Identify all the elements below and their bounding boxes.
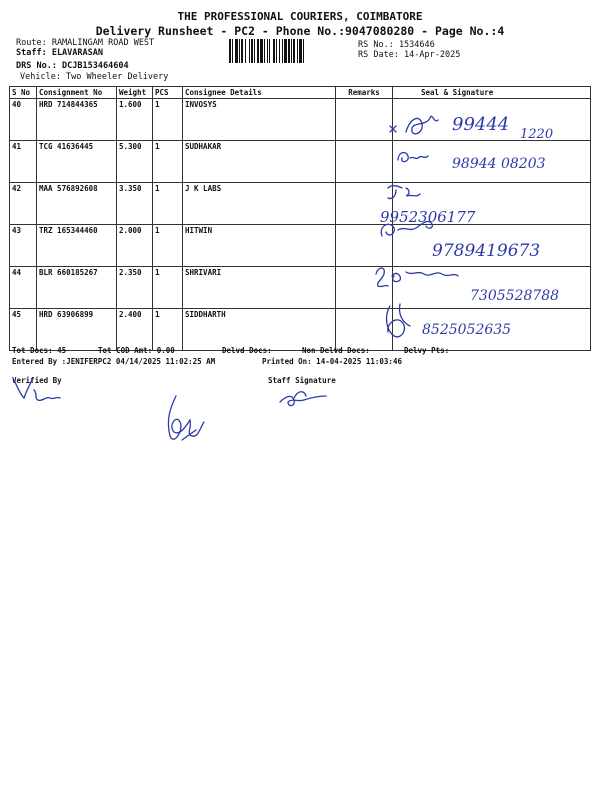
col-sno: S No <box>10 87 37 99</box>
barcode-bar <box>279 39 280 63</box>
cell-consignment: TRZ 165344460 <box>37 225 117 267</box>
barcode-bar <box>235 39 238 63</box>
barcode-bar <box>276 39 277 63</box>
cell-consignee: J K LABS <box>183 183 336 225</box>
signature-scribble <box>376 268 458 287</box>
total-cod-amount: Tot COD Amt: 0.00 <box>98 346 175 355</box>
signature-number: 9952306177 <box>380 208 476 226</box>
cell-sno: 42 <box>10 183 37 225</box>
signature-number: 8525052635 <box>422 322 512 338</box>
signature-ink-overlay <box>370 96 590 346</box>
barcode-bar <box>241 39 243 63</box>
cell-pcs: 1 <box>153 183 183 225</box>
cell-consignment: HRD 714844365 <box>37 99 117 141</box>
barcode-bar <box>251 39 253 63</box>
cell-consignment: TCG 41636445 <box>37 141 117 183</box>
staff-label: Staff: ELAVARASAN <box>16 48 103 58</box>
cell-consignment: HRD 63906899 <box>37 309 117 351</box>
cell-weight: 1.600 <box>117 99 153 141</box>
rs-date: RS Date: 14-Apr-2025 <box>358 50 461 60</box>
signature-number: 7305528788 <box>470 288 560 304</box>
cell-pcs: 1 <box>153 309 183 351</box>
barcode-image <box>228 39 356 63</box>
route-label: Route: RAMALINGAM ROAD WEST <box>16 38 155 48</box>
cell-consignee: HITWIN <box>183 225 336 267</box>
barcode-bar <box>299 39 302 63</box>
cell-consignment: BLR 660185267 <box>37 267 117 309</box>
cell-sno: 40 <box>10 99 37 141</box>
cell-sno: 45 <box>10 309 37 351</box>
cell-consignee: SUDHAKAR <box>183 141 336 183</box>
barcode-bar <box>249 39 250 63</box>
col-signature: Seal & Signature <box>393 87 591 99</box>
cell-consignee: INVOSYS <box>183 99 336 141</box>
barcode-bar <box>288 39 290 63</box>
signature-number: 1220 <box>520 127 554 142</box>
signature-scribble <box>387 304 410 337</box>
verified-signature <box>14 380 60 400</box>
footer-signatures <box>8 374 358 450</box>
cell-sno: 41 <box>10 141 37 183</box>
cell-weight: 2.400 <box>117 309 153 351</box>
cell-pcs: 1 <box>153 141 183 183</box>
delivery-points: Delvy Pts: <box>404 346 450 355</box>
cell-pcs: 1 <box>153 267 183 309</box>
barcode-bar <box>293 39 295 63</box>
barcode-bar <box>303 39 304 63</box>
barcode-bar <box>297 39 298 63</box>
drs-number: DRS No.: DCJB153464604 <box>16 61 129 71</box>
barcode-bar <box>264 39 265 63</box>
barcode-bar <box>232 39 233 63</box>
handwritten-signature <box>168 396 204 440</box>
barcode-bar <box>291 39 292 63</box>
cell-pcs: 1 <box>153 225 183 267</box>
signature-number: 9789419673 <box>432 241 541 261</box>
signature-number: 98944 08203 <box>452 156 546 172</box>
company-name: THE PROFESSIONAL COURIERS, COIMBATORE <box>177 10 423 23</box>
entered-by: Entered By :JENIFERPC2 04/14/2025 11:02:25 AM <box>12 357 216 366</box>
barcode-bar <box>254 39 255 63</box>
barcode-bar <box>284 39 287 63</box>
rs-number: RS No.: 1534646 <box>358 40 435 50</box>
barcode-bar <box>269 39 270 63</box>
barcode-bar <box>273 39 275 63</box>
cell-weight: 5.300 <box>117 141 153 183</box>
verified-by-label: Verified By <box>12 376 62 385</box>
barcode-bar <box>267 39 268 63</box>
cell-pcs: 1 <box>153 99 183 141</box>
barcode-bar <box>245 39 246 63</box>
barcode-bar <box>239 39 240 63</box>
signature-number: 99444 <box>452 114 510 135</box>
staff-signature-label: Staff Signature <box>268 376 336 385</box>
cell-weight: 3.350 <box>117 183 153 225</box>
barcode-bar <box>229 39 231 63</box>
printed-on: Printed On: 14-04-2025 11:03:46 <box>262 357 402 366</box>
col-weight: Weight <box>117 87 153 99</box>
col-consignment: Consignment No <box>37 87 117 99</box>
barcode-bar <box>257 39 259 63</box>
col-remarks: Remarks <box>336 87 393 99</box>
col-consignee: Consignee Details <box>183 87 336 99</box>
signature-scribble <box>406 116 438 134</box>
cell-sno: 43 <box>10 225 37 267</box>
total-docs: Tot Docs: 45 <box>12 346 67 355</box>
cell-weight: 2.350 <box>117 267 153 309</box>
cell-consignment: MAA 576892608 <box>37 183 117 225</box>
signature-scribble <box>390 126 396 132</box>
runsheet-title: Delivery Runsheet - PC2 - Phone No.:9047080280 - Page No.:4 <box>95 24 505 38</box>
cell-sno: 44 <box>10 267 37 309</box>
signature-scribble <box>398 153 428 162</box>
barcode-bar <box>260 39 263 63</box>
cell-consignee: SIDDHARTH <box>183 309 336 351</box>
col-pcs: PCS <box>153 87 183 99</box>
staff-signature <box>280 392 326 406</box>
barcode-bar <box>282 39 283 63</box>
signature-scribble <box>388 186 420 199</box>
cell-weight: 2.000 <box>117 225 153 267</box>
vehicle-label: Vehicle: Two Wheeler Delivery <box>20 72 169 82</box>
cell-consignee: SHRIVARI <box>183 267 336 309</box>
delivered-docs: Delvd Docs: <box>222 346 272 355</box>
non-delivered-docs: Non Delvd Docs: <box>302 346 370 355</box>
